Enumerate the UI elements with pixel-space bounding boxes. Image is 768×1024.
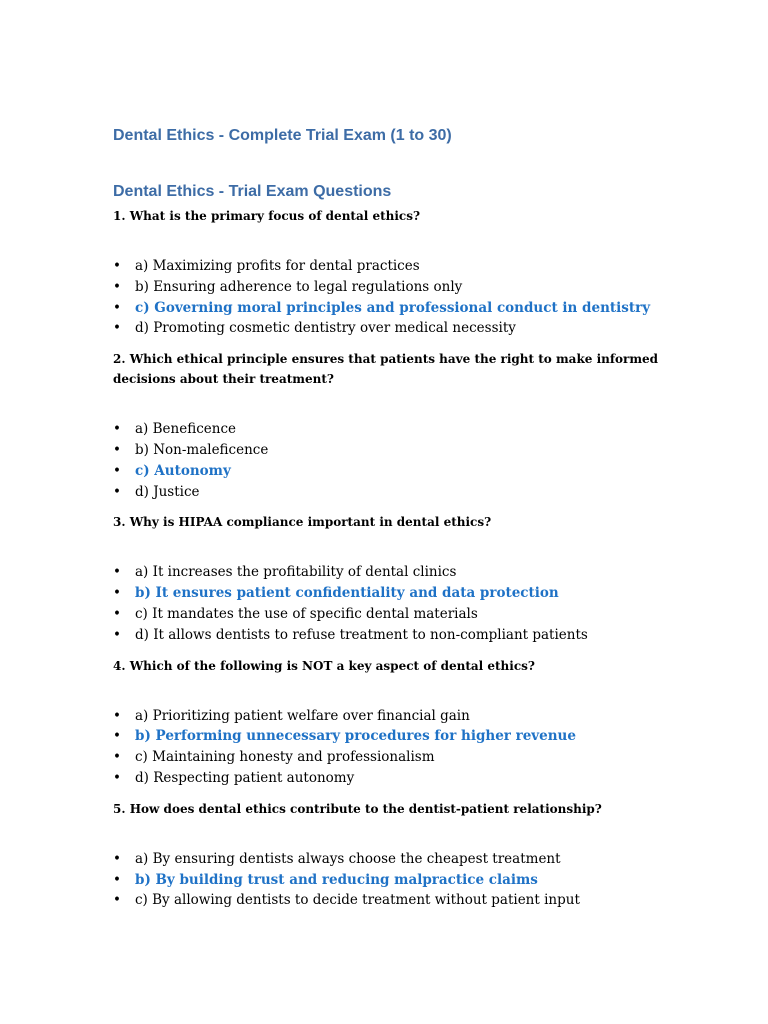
answer-options <box>113 256 673 339</box>
answer-option <box>113 768 673 789</box>
option-text: c) Maintaining honesty and professionalism <box>135 749 435 766</box>
question-block <box>113 206 673 339</box>
question-text: 1. What is the primary focus of dental ethics? <box>113 209 421 223</box>
answer-option <box>113 747 673 768</box>
question-block <box>113 512 673 645</box>
option-text: c) It mandates the use of specific dental materials <box>135 605 478 622</box>
bullet-icon: • <box>113 728 121 745</box>
option-text: a) Beneficence <box>135 421 236 438</box>
answer-option <box>113 849 673 870</box>
question-block <box>113 799 673 911</box>
question-block <box>113 349 673 502</box>
option-text: c) Autonomy <box>135 462 231 479</box>
bullet-icon: • <box>113 749 121 766</box>
option-text: b) By building trust and reducing malpractice claims <box>135 871 538 888</box>
option-text: a) It increases the profitability of dental clinics <box>135 564 457 581</box>
correct-answer-option <box>113 583 673 604</box>
option-text: a) Maximizing profits for dental practices <box>135 258 420 274</box>
option-text: b) Ensuring adherence to legal regulations only <box>135 278 463 295</box>
question-text: 3. Why is HIPAA compliance important in dental ethics? <box>113 515 492 530</box>
bullet-icon: • <box>113 871 121 888</box>
document-title: Dental Ethics - Complete Trial Exam (1 to 30) <box>113 127 452 144</box>
bullet-icon: • <box>113 441 121 458</box>
question-block <box>113 656 673 789</box>
option-text: c) By allowing dentists to decide treatment without patient input <box>135 892 580 909</box>
correct-answer-option <box>113 461 673 482</box>
bullet-icon: • <box>113 605 121 622</box>
option-text: d) Justice <box>135 483 200 500</box>
bullet-icon: • <box>113 320 121 337</box>
option-text: d) Respecting patient autonomy <box>135 769 355 786</box>
correct-answer-option <box>113 726 673 747</box>
bullet-icon: • <box>113 299 121 316</box>
bullet-icon: • <box>113 850 121 867</box>
answer-option <box>113 318 673 339</box>
answer-option <box>113 890 673 911</box>
document-page <box>113 124 673 911</box>
answer-option <box>113 625 673 646</box>
section-title: Dental Ethics - Trial Exam Questions <box>113 183 392 200</box>
bullet-icon: • <box>113 462 121 479</box>
bullet-icon: • <box>113 258 121 274</box>
option-text: b) Performing unnecessary procedures for higher revenue <box>135 728 576 745</box>
answer-option <box>113 277 673 298</box>
answer-option <box>113 419 673 440</box>
bullet-icon: • <box>113 585 121 602</box>
option-text: b) Non-maleficence <box>135 441 269 458</box>
bullet-icon: • <box>113 421 121 438</box>
option-text: d) Promoting cosmetic dentistry over medical necessity <box>135 320 516 337</box>
correct-answer-option <box>113 870 673 891</box>
answer-options <box>113 706 673 789</box>
answer-option <box>113 604 673 625</box>
bullet-icon: • <box>113 707 121 724</box>
answer-options <box>113 562 673 645</box>
bullet-icon: • <box>113 278 121 295</box>
question-text: 2. Which ethical principle ensures that patients have the right to make informed decisions about their treatment? <box>113 352 659 387</box>
question-text: 5. How does dental ethics contribute to the dentist-patient relationship? <box>113 801 602 816</box>
answer-option <box>113 482 673 503</box>
answer-options <box>113 849 673 911</box>
answer-options <box>113 419 673 502</box>
answer-option <box>113 440 673 461</box>
bullet-icon: • <box>113 564 121 581</box>
bullet-icon: • <box>113 483 121 500</box>
answer-option <box>113 256 673 277</box>
answer-option <box>113 706 673 727</box>
bullet-icon: • <box>113 626 121 643</box>
option-text: c) Governing moral principles and professional conduct in dentistry <box>135 299 651 316</box>
bullet-icon: • <box>113 769 121 786</box>
question-text: 4. Which of the following is NOT a key aspect of dental ethics? <box>113 658 535 673</box>
question-list <box>113 206 673 911</box>
option-text: d) It allows dentists to refuse treatment to non-compliant patients <box>135 626 588 643</box>
option-text: b) It ensures patient confidentiality and data protection <box>135 585 559 602</box>
option-text: a) By ensuring dentists always choose the cheapest treatment <box>135 850 561 867</box>
bullet-icon: • <box>113 892 121 909</box>
correct-answer-option <box>113 298 673 319</box>
option-text: a) Prioritizing patient welfare over financial gain <box>135 707 470 724</box>
answer-option <box>113 562 673 583</box>
